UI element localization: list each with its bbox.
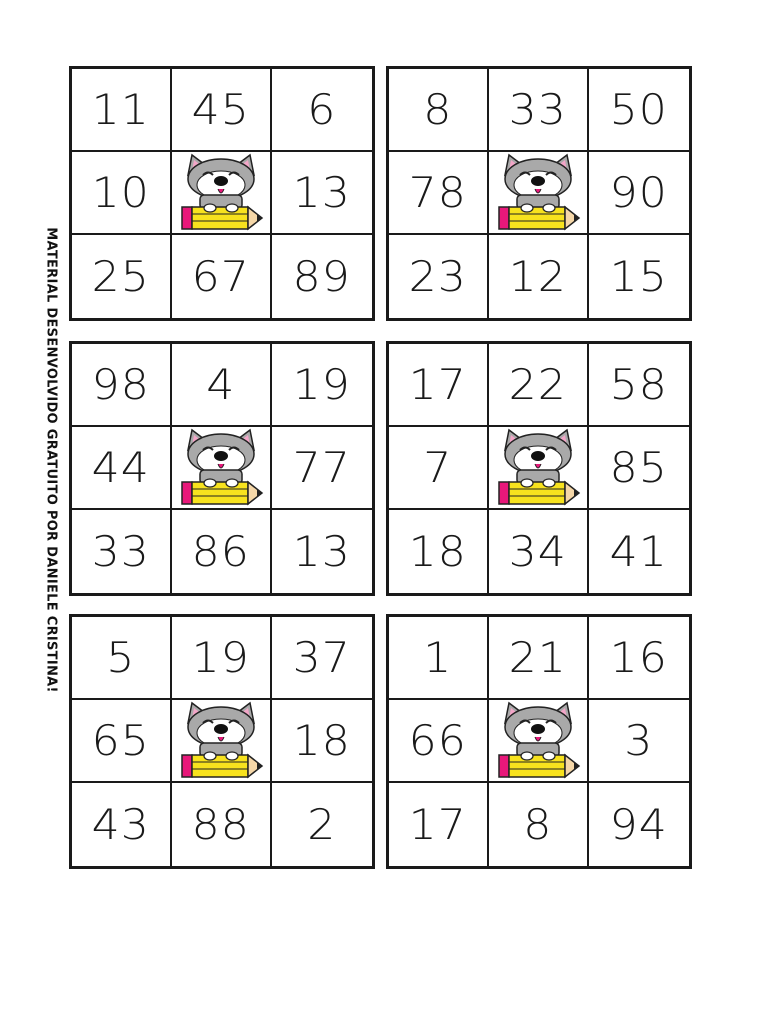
- number-cell: [389, 700, 489, 783]
- cell-number: 77: [292, 443, 352, 492]
- cell-number: 12: [508, 252, 568, 301]
- cell-number: 22: [508, 360, 568, 409]
- number-cell: [72, 235, 172, 318]
- cell-number: 58: [609, 360, 669, 409]
- bingo-card: [69, 341, 375, 596]
- bingo-card: [69, 614, 375, 869]
- cell-number: 37: [292, 633, 352, 682]
- cell-number: 16: [609, 633, 669, 682]
- free-space-cell: [489, 152, 589, 235]
- cat-with-pencil-icon: [495, 428, 581, 508]
- cell-number: 6: [307, 85, 337, 134]
- cell-number: 41: [609, 527, 669, 576]
- number-cell: [589, 152, 689, 235]
- number-cell: [272, 700, 372, 783]
- cell-number: 2: [307, 800, 337, 849]
- number-cell: [589, 617, 689, 700]
- number-cell: [172, 783, 272, 866]
- cat-with-pencil-icon: [178, 153, 264, 233]
- cell-number: 23: [408, 252, 468, 301]
- number-cell: [72, 510, 172, 593]
- number-cell: [589, 783, 689, 866]
- free-space-cell: [489, 427, 589, 510]
- cell-number: 98: [91, 360, 151, 409]
- number-cell: [272, 344, 372, 427]
- cell-number: 1: [423, 633, 453, 682]
- number-cell: [72, 617, 172, 700]
- number-cell: [272, 510, 372, 593]
- cell-number: 8: [423, 85, 453, 134]
- number-cell: [389, 427, 489, 510]
- number-cell: [389, 235, 489, 318]
- cell-number: 7: [423, 443, 453, 492]
- number-cell: [72, 152, 172, 235]
- cell-number: 8: [523, 800, 553, 849]
- cell-number: 89: [292, 252, 352, 301]
- number-cell: [272, 69, 372, 152]
- cell-number: 25: [91, 252, 151, 301]
- number-cell: [589, 235, 689, 318]
- cell-number: 94: [609, 800, 669, 849]
- number-cell: [172, 235, 272, 318]
- cell-number: 19: [191, 633, 251, 682]
- cell-number: 17: [408, 800, 468, 849]
- number-cell: [589, 69, 689, 152]
- free-space-cell: [489, 700, 589, 783]
- cell-number: 65: [91, 716, 151, 765]
- bingo-card: [69, 66, 375, 321]
- cat-with-pencil-icon: [178, 428, 264, 508]
- cat-with-pencil-icon: [495, 701, 581, 781]
- cell-number: 18: [292, 716, 352, 765]
- cell-number: 21: [508, 633, 568, 682]
- cell-number: 85: [609, 443, 669, 492]
- number-cell: [489, 344, 589, 427]
- bingo-card: [386, 341, 692, 596]
- free-space-cell: [172, 700, 272, 783]
- number-cell: [489, 617, 589, 700]
- cell-number: 66: [408, 716, 468, 765]
- number-cell: [489, 783, 589, 866]
- number-cell: [389, 510, 489, 593]
- number-cell: [172, 617, 272, 700]
- cell-number: 50: [609, 85, 669, 134]
- cell-number: 3: [624, 716, 654, 765]
- number-cell: [389, 344, 489, 427]
- cat-with-pencil-icon: [495, 153, 581, 233]
- number-cell: [272, 617, 372, 700]
- number-cell: [72, 69, 172, 152]
- number-cell: [389, 152, 489, 235]
- bingo-card: [386, 66, 692, 321]
- cat-with-pencil-icon: [178, 701, 264, 781]
- number-cell: [172, 69, 272, 152]
- number-cell: [589, 700, 689, 783]
- cell-number: 44: [91, 443, 151, 492]
- bingo-card: [386, 614, 692, 869]
- number-cell: [389, 617, 489, 700]
- number-cell: [72, 344, 172, 427]
- free-space-cell: [172, 427, 272, 510]
- cell-number: 13: [292, 527, 352, 576]
- cell-number: 10: [91, 168, 151, 217]
- cell-number: 33: [508, 85, 568, 134]
- cell-number: 88: [191, 800, 251, 849]
- cell-number: 86: [191, 527, 251, 576]
- number-cell: [389, 69, 489, 152]
- cell-number: 13: [292, 168, 352, 217]
- cell-number: 15: [609, 252, 669, 301]
- cell-number: 34: [508, 527, 568, 576]
- number-cell: [72, 783, 172, 866]
- number-cell: [589, 427, 689, 510]
- cell-number: 67: [191, 252, 251, 301]
- free-space-cell: [172, 152, 272, 235]
- cell-number: 4: [206, 360, 236, 409]
- number-cell: [272, 783, 372, 866]
- number-cell: [172, 510, 272, 593]
- number-cell: [389, 783, 489, 866]
- cell-number: 11: [91, 85, 151, 134]
- number-cell: [489, 69, 589, 152]
- cell-number: 18: [408, 527, 468, 576]
- number-cell: [272, 152, 372, 235]
- cell-number: 43: [91, 800, 151, 849]
- number-cell: [489, 235, 589, 318]
- number-cell: [272, 235, 372, 318]
- number-cell: [272, 427, 372, 510]
- cell-number: 17: [408, 360, 468, 409]
- author-credit-text: MATERIAL DESENVOLVIDO GRATUITO POR DANIELE CRISTINA!: [43, 227, 59, 693]
- cell-number: 19: [292, 360, 352, 409]
- cell-number: 45: [191, 85, 251, 134]
- number-cell: [489, 510, 589, 593]
- number-cell: [589, 344, 689, 427]
- number-cell: [72, 700, 172, 783]
- cell-number: 5: [106, 633, 136, 682]
- number-cell: [72, 427, 172, 510]
- number-cell: [172, 344, 272, 427]
- cell-number: 90: [609, 168, 669, 217]
- cell-number: 78: [408, 168, 468, 217]
- number-cell: [589, 510, 689, 593]
- cell-number: 33: [91, 527, 151, 576]
